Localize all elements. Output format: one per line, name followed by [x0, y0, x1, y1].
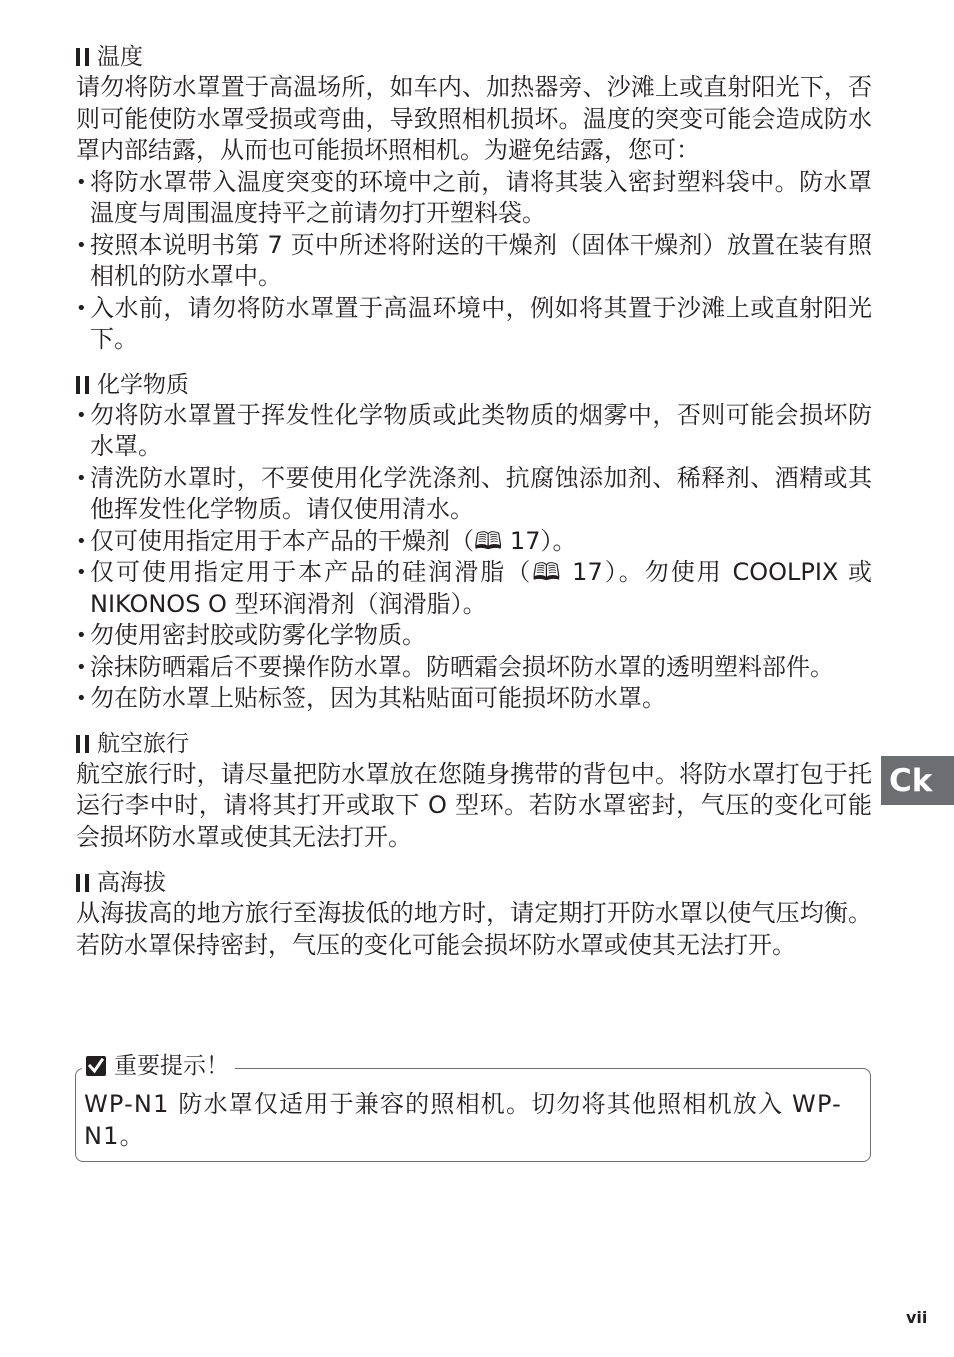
list-item: • 按照本说明书第 7 页中所述将附送的干燥剂（固体干燥剂）放置在装有照相机的防水罩中。: [76, 230, 872, 293]
section-high-altitude: [76, 868, 872, 961]
list-item: • 入水前，请勿将防水罩置于高温环境中，例如将其置于沙滩上或直射阳光下。: [76, 293, 872, 356]
notice-body: WP-N1 防水罩仅适用于兼容的照相机。切勿将其他照相机放入 WP-N1。: [84, 1090, 842, 1150]
air-travel-body: 航空旅行时，请尽量把防水罩放在您随身携带的背包中。将防水罩打包于托运行李中时，请将其打开或取下 O 型环。若防水罩密封，气压的变化可能会损坏防水罩或使其无法打开。: [76, 759, 872, 851]
temperature-intro: 请勿将防水罩置于高温场所，如车内、加热器旁、沙滩上或直射阳光下，否则可能使防水罩受损或弯曲，导致照相机损坏。温度的突变可能会造成防水罩内部结露，从而也可能损坏照相机。为避免结露，您可：: [76, 73, 872, 164]
section-temperature: [76, 42, 872, 356]
section-heading: [76, 370, 872, 400]
heading-marker-icon: [76, 735, 89, 753]
heading-text: 高海拔: [97, 870, 166, 896]
list-item: • 仅可使用指定用于本产品的干燥剂（🕮 17）。: [76, 526, 872, 558]
important-notice-box: [75, 1053, 871, 1162]
list-item: • 清洗防水罩时，不要使用化学洗涤剂、抗腐蚀添加剂、稀释剂、酒精或其他挥发性化学物质。请仅使用清水。: [76, 463, 872, 526]
heading-text: 航空旅行: [97, 730, 189, 757]
heading-text: 化学物质: [97, 371, 189, 398]
high-altitude-body: 从海拔高的地方旅行至海拔低的地方时，请定期打开防水罩以使气压均衡。若防水罩保持密封，气压的变化可能会损坏防水罩或使其无法打开。: [76, 899, 872, 959]
page-content: [76, 42, 872, 961]
section-air-travel: [76, 729, 872, 854]
section-heading: [76, 729, 872, 759]
section-heading: [76, 42, 872, 72]
notice-title-text: 重要提示！: [114, 1053, 229, 1079]
list-item: • 将防水罩带入温度突变的环境中之前，请将其装入密封塑料袋中。防水罩温度与周围温度持平之前请勿打开塑料袋。: [76, 167, 872, 230]
heading-marker-icon: [76, 874, 89, 892]
list-item: • 勿将防水罩置于挥发性化学物质或此类物质的烟雾中，否则可能会损坏防水罩。: [76, 400, 872, 463]
list-item: • 涂抹防晒霜后不要操作防水罩。防晒霜会损坏防水罩的透明塑料部件。: [76, 652, 872, 684]
chemicals-bullets: [76, 400, 872, 715]
list-item: • 仅可使用指定用于本产品的硅润滑脂（🕮 17）。勿使用 COOLPIX 或 NIKONOS O 型环润滑剂（润滑脂）。: [76, 557, 872, 620]
heading-marker-icon: [76, 376, 89, 394]
section-heading: [76, 868, 872, 898]
heading-text: 温度: [97, 44, 143, 70]
language-tab: Ck: [881, 756, 954, 805]
heading-marker-icon: [76, 48, 89, 66]
list-item: • 勿在防水罩上贴标签，因为其粘贴面可能损坏防水罩。: [76, 683, 872, 715]
page-number: vii: [906, 1308, 928, 1327]
section-chemicals: [76, 370, 872, 715]
temperature-bullets: [76, 167, 872, 356]
notice-title: [82, 1051, 235, 1081]
check-icon: [86, 1056, 106, 1076]
list-item: • 勿使用密封胶或防雾化学物质。: [76, 620, 872, 652]
